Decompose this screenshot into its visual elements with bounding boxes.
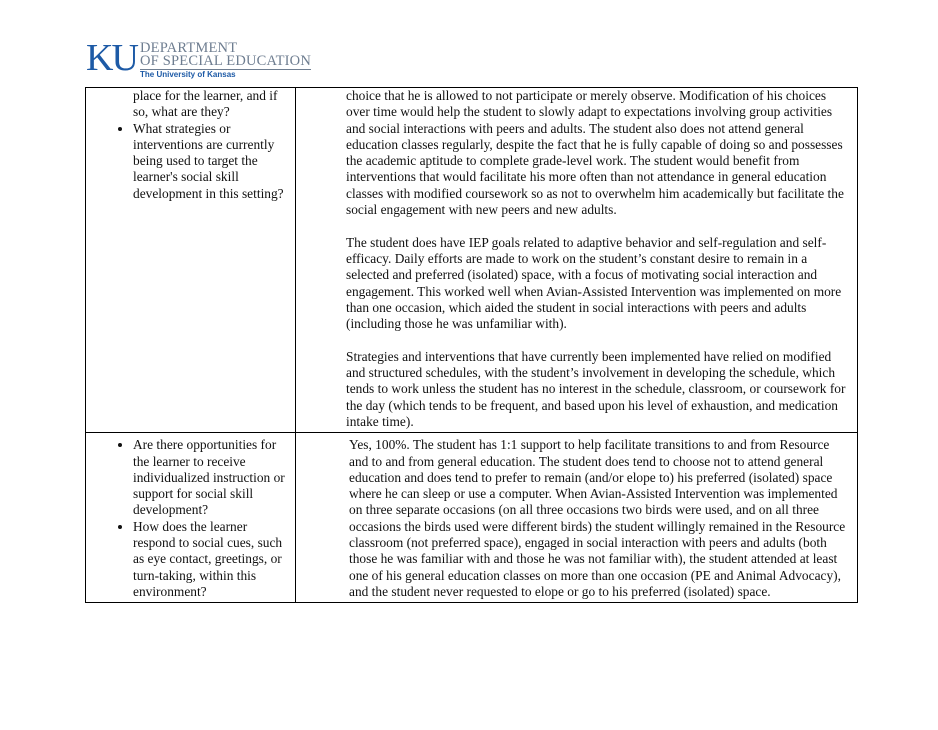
department-line-2: OF SPECIAL EDUCATION xyxy=(140,53,312,69)
table-row xyxy=(86,433,858,603)
question-item: place for the learner, and if so, what are they? xyxy=(133,88,278,120)
question-list xyxy=(86,433,295,600)
ku-logo: KU xyxy=(86,37,137,79)
department-name xyxy=(140,42,311,70)
question-item: • What strategies or interventions are currently being used to target the learner's social skill development in this setting? xyxy=(133,121,289,202)
answer-paragraph: choice that he is allowed to not participate or merely observe. Modification of his choices over time would help the student to slowly adapt to expectations involving group activities and social interactions with peers and adults. The student also does not attend general education classes regularly, despite the fact that he is fully capable of doing so and possesses the academic aptitude to complete grade-level work. The student would benefit from interventions that would facilitate his more often than not attendance in general education classes with modified coursework so as not to overwhelm him academically but facilitate the social engagement with new peers and new adults. xyxy=(346,88,844,218)
question-item: • How does the learner respond to social cues, such as eye contact, greetings, or turn-taking, within this environment? xyxy=(133,519,289,600)
table-row xyxy=(86,88,858,433)
university-name: The University of Kansas xyxy=(140,70,236,79)
answer-paragraph: Strategies and interventions that have currently been implemented have relied on modified and structured schedules, with the student’s involvement in developing the schedule, which tends to work unless the student has no interest in the schedule, classroom, or coursework for the day (which tends to be frequent, and based upon his level of exhaustion, and medication intake time). xyxy=(346,348,846,429)
answer-cell xyxy=(296,433,858,603)
question-cell xyxy=(86,88,296,433)
question-item: • Are there opportunities for the learner to receive individualized instruction or support for social skill development? xyxy=(133,437,289,518)
answer-paragraph: The student does have IEP goals related to adaptive behavior and self-regulation and self-efficacy. Daily efforts are made to work on the student’s constant desire to remain in a selected and preferred (isolated) space, with a focus of motivating social interaction and engagement. This worked well when Avian-Assisted Intervention was implemented on more than one occasion, which aided the student in social interactions with peers and adults (including those he was unfamiliar with). xyxy=(346,234,842,332)
document-table xyxy=(85,87,858,603)
question-cell xyxy=(86,433,296,603)
answer-cell xyxy=(296,88,858,433)
answer-paragraph: Yes, 100%. The student has 1:1 support to help facilitate transitions to and from Resource and to and from general education. The student does tend to choose not to attend general education and does tend to prefer to remain (and/or elope to) his preferred (isolated) space where he can sleep or use a computer. When Avian-Assisted Intervention was implemented on three separate occasions (on all three occasions two birds were used, and on all three occasions the birds used were different birds) the student willingly remained in the Resource classroom (not preferred space), engaged in social interaction with peers and adults (both those he was familiar with and those he was not familiar with), the student attended at least one of his general education classes on more than one occasion (PE and Animal Advocacy), and the student never requested to elope or go to his preferred (isolated) space. xyxy=(349,437,846,599)
question-list xyxy=(86,88,295,202)
department-line-1: DEPARTMENT xyxy=(140,40,238,56)
